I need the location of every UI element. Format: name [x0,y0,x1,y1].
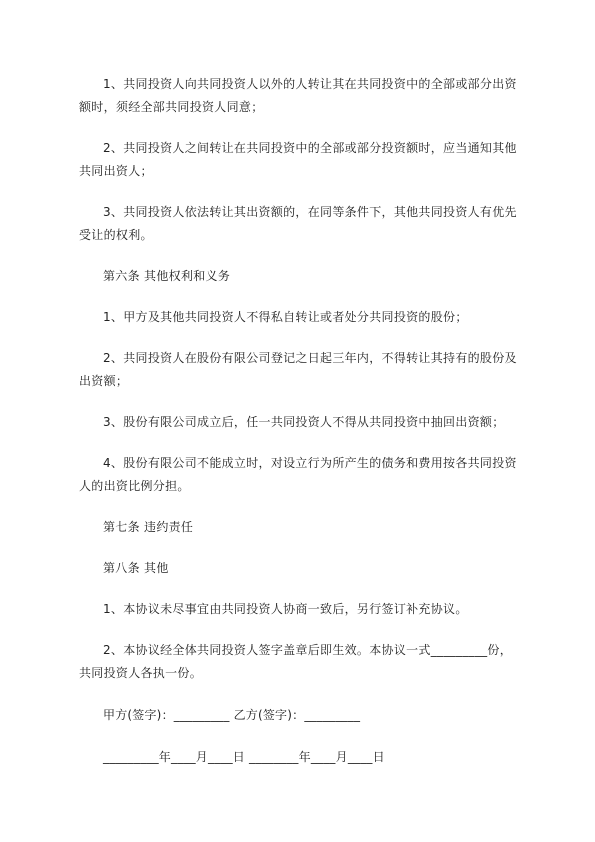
article-seven-heading: 第七条 违约责任 [103,520,194,534]
document-body [79,73,522,769]
clause-paragraph: 2、共同投资人在股份有限公司登记之日起三年内，不得转让其持有的股份及出资额； [79,351,517,388]
clause-paragraph: 3、股份有限公司成立后，任一共同投资人不得从共同投资中抽回出资额； [103,415,505,429]
article-six-heading: 第六条 其他权利和义务 [103,269,231,283]
clause-paragraph: 2、共同投资人之间转让在共同投资中的全部或部分投资额时，应当通知其他共同出资人； [79,141,517,178]
date-line: _________年____月____日 ________年____月____日 [103,750,385,764]
article-eight-heading: 第八条 其他 [103,561,169,575]
clause-paragraph: 4、股份有限公司不能成立时，对设立行为所产生的债务和费用按各共同投资人的出资比例分担。 [79,456,517,493]
clause-paragraph: 2、本协议经全体共同投资人签字盖章后即生效。本协议一式_________份，共同投资人各执一份。 [79,643,513,680]
clause-paragraph: 1、本协议未尽事宜由共同投资人协商一致后，另行签订补充协议。 [103,602,468,616]
signature-line: 甲方(签字)：_________ 乙方(签字)：_________ [103,708,361,722]
clause-paragraph: 1、甲方及其他共同投资人不得私自转让或者处分共同投资的股份； [103,310,468,324]
clause-paragraph: 3、共同投资人依法转让其出资额的，在同等条件下，其他共同投资人有优先受让的权利。 [79,205,517,242]
clause-paragraph: 1、共同投资人向共同投资人以外的人转让其在共同投资中的全部或部分出资额时，须经全部共同投资人同意； [79,77,517,114]
